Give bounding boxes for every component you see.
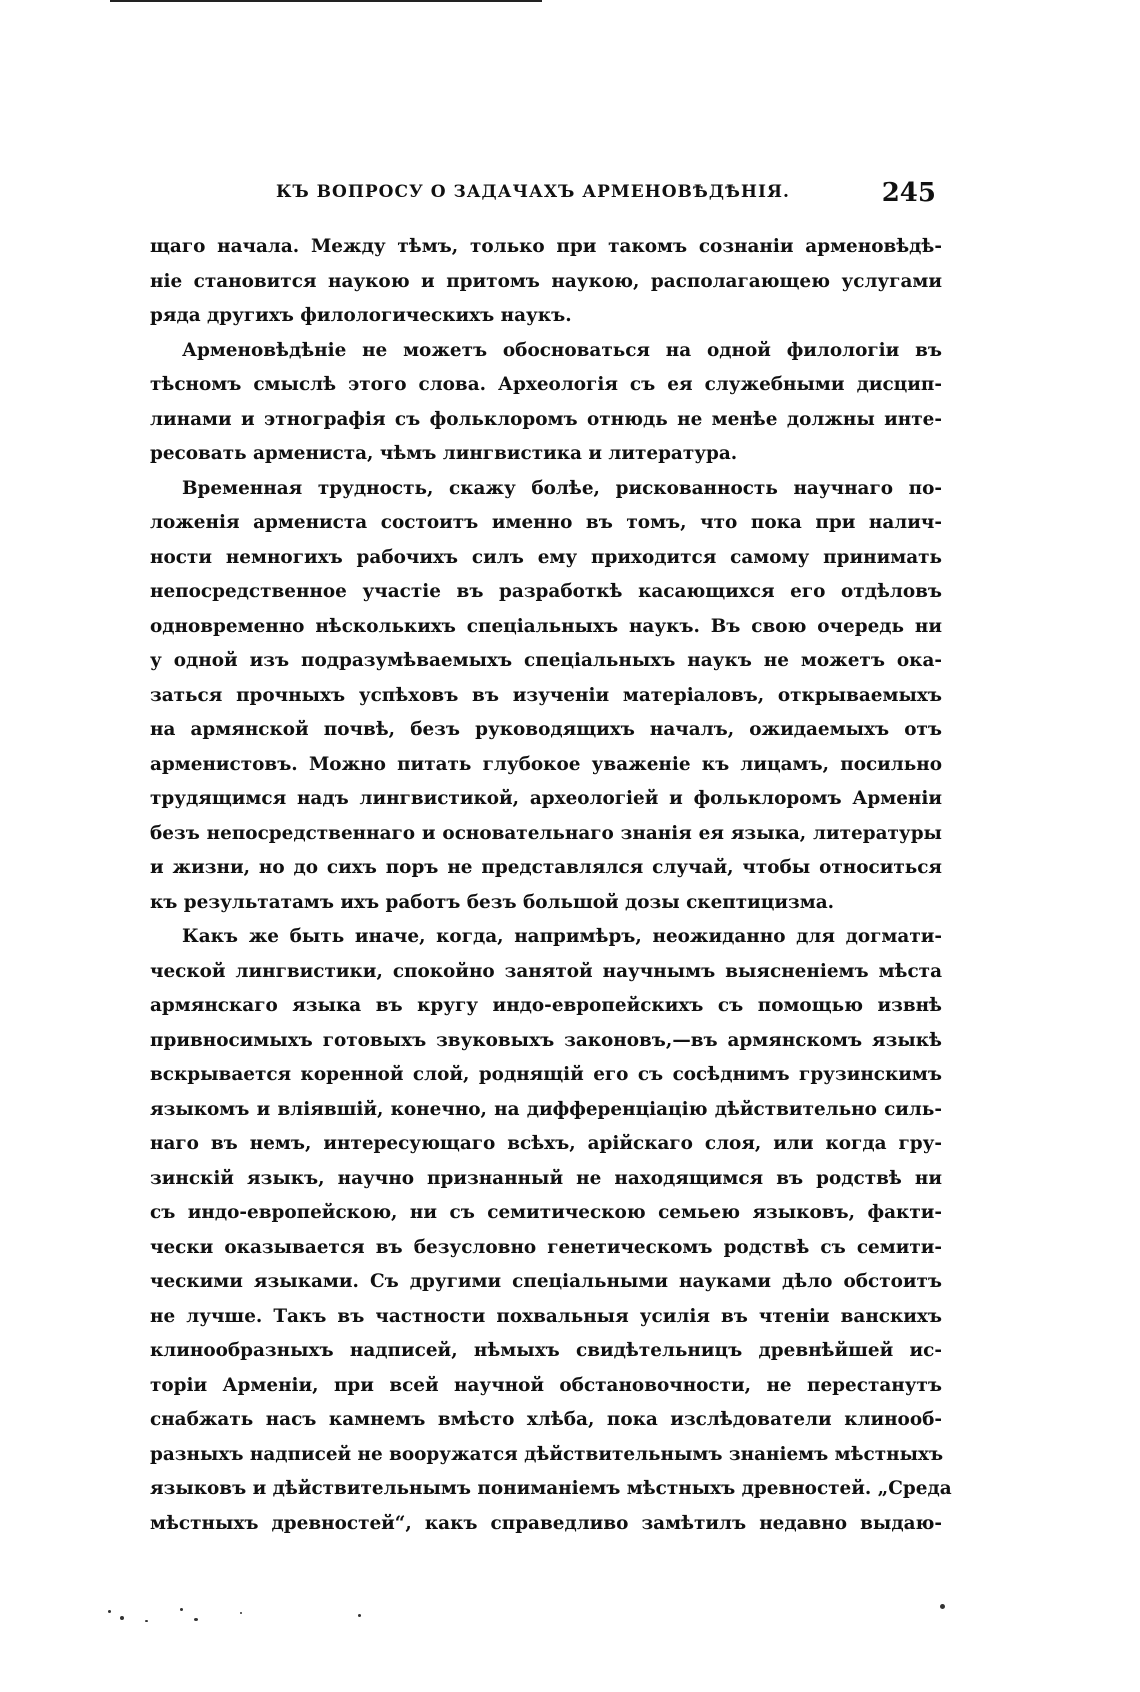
body-text: [150, 230, 952, 1541]
text-line: заться прочныхъ успѣховъ въ изученіи матеріаловъ, открываемыхъ: [150, 684, 942, 706]
text-line: на армянской почвѣ, безъ руководящихъ началъ, ожидаемыхъ отъ: [150, 719, 942, 740]
text-line: Арменовѣдѣніе не можетъ обосноваться на одной филологіи въ: [182, 339, 942, 361]
text-line: разныхъ надписей не вооружатся дѣйствительнымъ знаніемъ мѣстныхъ: [150, 1443, 944, 1465]
text-line: наго въ немъ, интересующаго всѣхъ, арійскаго слоя, или когда гру-: [150, 1133, 942, 1154]
text-line: вскрывается коренной слой, роднящій его съ сосѣднимъ грузинскимъ: [150, 1064, 942, 1085]
scan-speck: [940, 1604, 945, 1609]
text-line: торіи Арменіи, при всей научной обстановочности, не перестанутъ: [150, 1374, 942, 1396]
text-line: не лучше. Такъ въ частности похвальныя усилія въ чтеніи ванскихъ: [150, 1305, 942, 1327]
text-line: къ результатамъ ихъ работъ безъ большой дозы скептицизма.: [150, 891, 835, 913]
text-line: языковъ и дѣйствительнымъ пониманіемъ мѣстныхъ древностей. „Среда: [150, 1478, 952, 1499]
text-line: щаго начала. Между тѣмъ, только при такомъ сознаніи арменовѣдѣ-: [150, 236, 942, 257]
scan-speck: [180, 1608, 183, 1611]
text-line: Временная трудность, скажу болѣе, рискованность научнаго по-: [182, 477, 942, 499]
page-number: 245: [881, 178, 936, 208]
text-line: трудящимся надъ лингвистикой, археологіей и фольклоромъ Арменіи: [150, 788, 942, 809]
scan-speck: [240, 1612, 242, 1614]
text-line: ческой лингвистики, спокойно занятой научнымъ выясненіемъ мѣста: [150, 960, 942, 982]
text-line: привносимыхъ готовыхъ звуковыхъ законовъ,—въ армянскомъ языкѣ: [150, 1029, 942, 1051]
text-line: линами и этнографія съ фольклоромъ отнюдь не менѣе должны инте-: [150, 408, 942, 430]
text-line: тѣсномъ смыслѣ этого слова. Археологія съ ея служебными дисцип-: [150, 374, 942, 395]
running-head: [276, 178, 936, 214]
text-line: ресовать армениста, чѣмъ лингвистика и литература.: [150, 443, 738, 464]
text-line: зинскій языкъ, научно признанный не находящимся въ родствѣ ни: [150, 1167, 942, 1189]
text-line: чески оказывается въ безусловно генетическомъ родствѣ съ семити-: [150, 1236, 942, 1258]
text-line: ческими языками. Съ другими спеціальными науками дѣло обстоитъ: [150, 1271, 942, 1292]
text-line: ности немногихъ рабочихъ силъ ему приходится самому принимать: [150, 546, 942, 568]
text-line: языкомъ и вліявшій, конечно, на дифференціацію дѣйствительно силь-: [150, 1098, 942, 1120]
text-line: непосредственное участіе въ разработкѣ касающихся его отдѣловъ: [150, 581, 942, 602]
scan-speck: [145, 1620, 148, 1622]
text-line: мѣстныхъ древностей“, какъ справедливо замѣтилъ недавно выдаю-: [150, 1512, 942, 1534]
scan-speck: [358, 1614, 361, 1617]
running-title: КЪ ВОПРОСУ О ЗАДАЧАХЪ АРМЕНОВѢДѢНІЯ.: [276, 182, 790, 202]
text-line: армянскаго языка въ кругу индо-европейскихъ съ помощью извнѣ: [150, 995, 942, 1016]
scan-speck: [120, 1616, 124, 1620]
scan-specks: [90, 1600, 990, 1640]
text-line: у одной изъ подразумѣваемыхъ спеціальныхъ наукъ не можетъ ока-: [150, 650, 942, 671]
text-line: съ индо-европейскою, ни съ семитическою семьею языковъ, факти-: [150, 1202, 942, 1223]
scan-speck: [194, 1618, 198, 1621]
text-line: ложенія армениста состоитъ именно въ томъ, что пока при налич-: [150, 512, 942, 533]
text-line: Какъ же быть иначе, когда, напримѣръ, неожиданно для догмати-: [182, 926, 942, 947]
text-line: ряда другихъ филологическихъ наукъ.: [150, 305, 572, 326]
text-line: и жизни, но до сихъ поръ не представлялся случай, чтобы относиться: [150, 857, 942, 878]
text-line: снабжать насъ камнемъ вмѣсто хлѣба, пока изслѣдователи клинооб-: [150, 1409, 942, 1430]
top-rule: [110, 0, 542, 2]
text-line: ніе становится наукою и притомъ наукою, располагающею услугами: [150, 270, 942, 292]
text-line: клинообразныхъ надписей, нѣмыхъ свидѣтельницъ древнѣйшей ис-: [150, 1340, 942, 1361]
text-line: одновременно нѣсколькихъ спеціальныхъ наукъ. Въ свою очередь ни: [150, 615, 942, 637]
text-line: безъ непосредственнаго и основательнаго знанія ея языка, литературы: [150, 822, 942, 844]
text-line: арменистовъ. Можно питать глубокое уваженіе къ лицамъ, посильно: [150, 753, 942, 775]
scan-speck: [108, 1610, 111, 1613]
